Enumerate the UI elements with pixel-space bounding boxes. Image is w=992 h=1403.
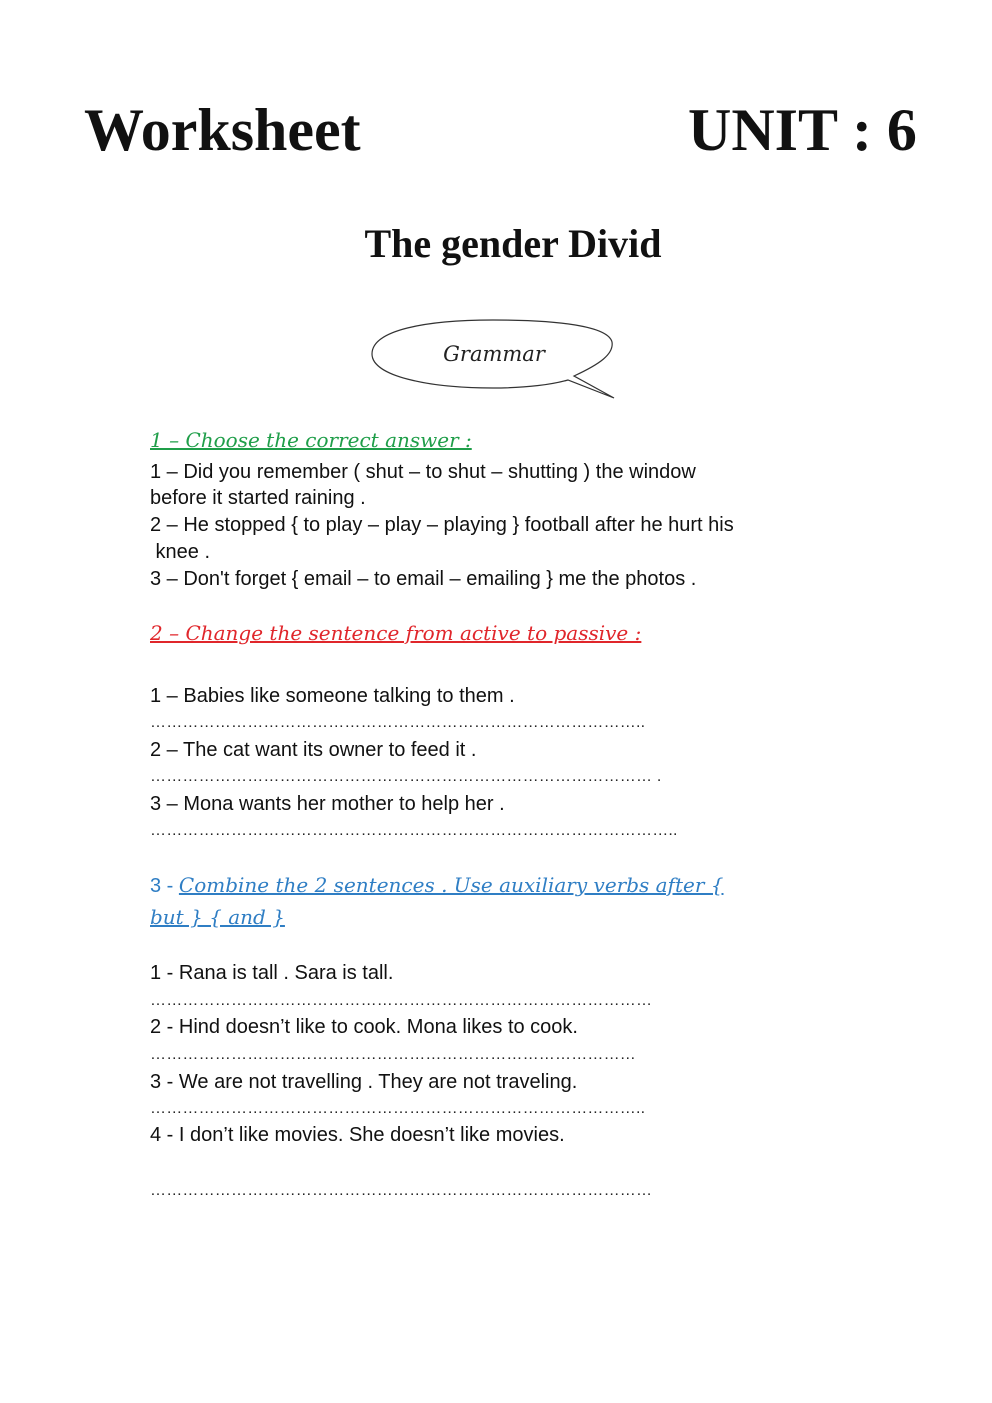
answer-line: ……………………………………………………………………………… bbox=[150, 1046, 636, 1063]
answer-line: ………………………………………………………………………………… bbox=[150, 992, 653, 1009]
unit-title: UNIT : 6 bbox=[688, 97, 917, 163]
section1-line: knee . bbox=[150, 541, 211, 563]
answer-line: ………………………………………………………………………………… . bbox=[150, 768, 662, 785]
grammar-label: Grammar bbox=[443, 342, 545, 366]
section3-item-text: 2 - Hind doesn’t like to cook. Mona likes to cook. bbox=[150, 1016, 578, 1038]
section2-item-text: 1 – Babies like someone talking to them . bbox=[150, 685, 515, 707]
section2-heading: 2 – Change the sentence from active to passive : bbox=[150, 621, 642, 645]
section2-item-text: 3 – Mona wants her mother to help her . bbox=[150, 793, 505, 815]
answer-line: ………………………………………………………………………………… bbox=[150, 1182, 653, 1199]
worksheet-title: Worksheet bbox=[84, 97, 361, 163]
answer-line: ……………………………………………………………………………….. bbox=[150, 714, 646, 731]
section1-line: 3 – Don't forget { email – to email – emailing } me the photos . bbox=[150, 568, 697, 590]
section3-item-text: 3 - We are not travelling . They are not traveling. bbox=[150, 1071, 578, 1093]
section1-line: before it started raining . bbox=[150, 487, 366, 509]
section3-heading-line2: but } { and } bbox=[150, 905, 285, 929]
section1-heading: 1 – Choose the correct answer : bbox=[150, 428, 472, 452]
section3-item-text: 1 - Rana is tall . Sara is tall. bbox=[150, 962, 394, 984]
section3-number: 3 - bbox=[150, 875, 179, 897]
page-subtitle: The gender Divid bbox=[364, 221, 662, 266]
answer-line: ……………………………………………………………………………….. bbox=[150, 1100, 646, 1117]
section3-heading-line1: Combine the 2 sentences . Use auxiliary verbs after { bbox=[178, 873, 724, 897]
answer-line: …………………………………………………………………………………….. bbox=[150, 822, 678, 839]
section1-line: 2 – He stopped { to play – play – playing } football after he hurt his bbox=[150, 514, 734, 536]
section1-line: 1 – Did you remember ( shut – to shut – shutting ) the window bbox=[150, 461, 696, 483]
section2-item-text: 2 – The cat want its owner to feed it . bbox=[150, 739, 477, 761]
section3-heading bbox=[150, 869, 723, 902]
section3-item-text: 4 - I don’t like movies. She doesn’t like movies. bbox=[150, 1124, 565, 1146]
